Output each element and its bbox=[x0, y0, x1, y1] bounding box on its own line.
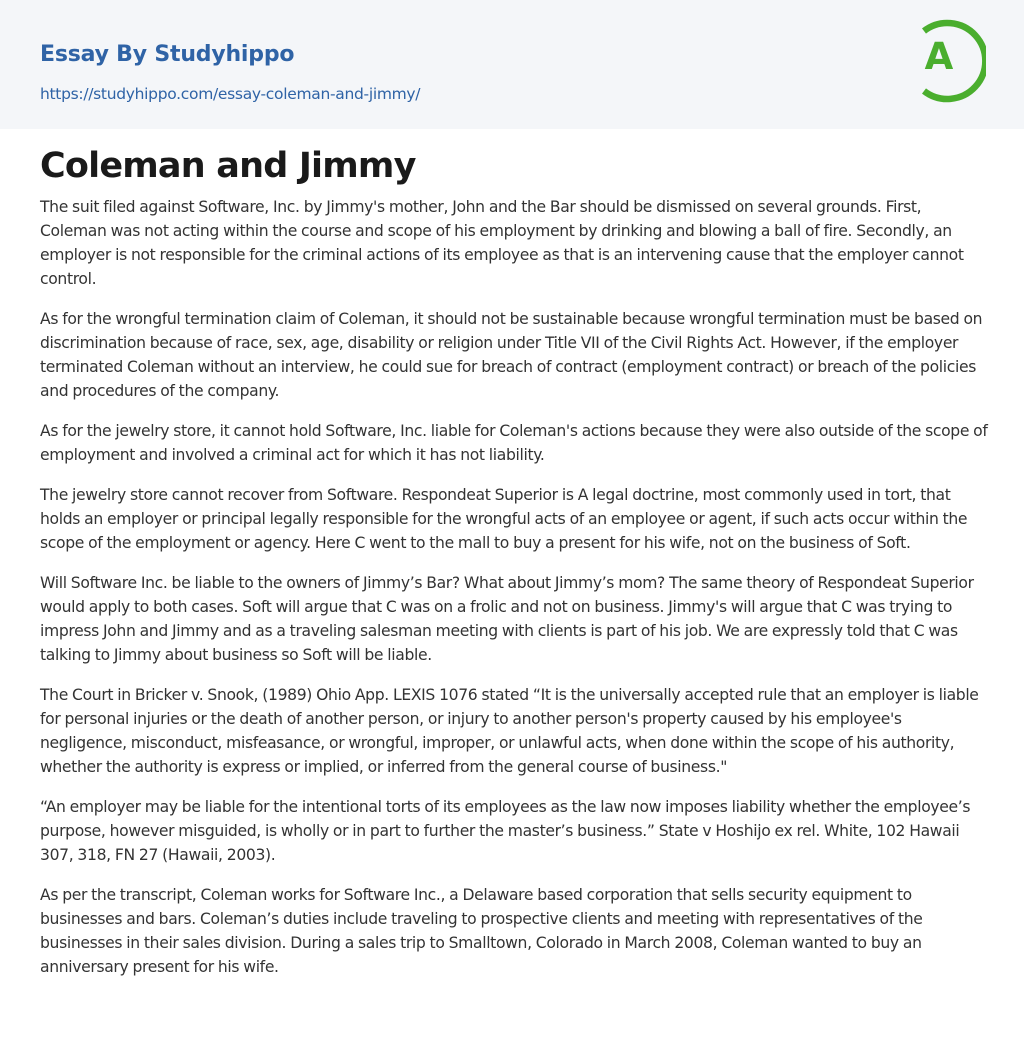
essay-paragraph-4: The jewelry store cannot recover from Software. Respondeat Superior is A legal doctrine, most commonly used in tort, that holds an employer or principal legally responsible for the wrongful acts of an employee or agent, if such acts occur within the scope of the employment or agency. Here C went to the mall to buy a present for his wife, not on the business of Soft. bbox=[40, 486, 968, 552]
essay-paragraph-8: As per the transcript, Coleman works for Software Inc., a Delaware based corporation that sells security equipment to businesses and bars. Coleman’s duties include traveling to prospective clients and meeting with representatives of the businesses in their sales division. During a sales trip to Smalltown, Colorado in March 2008, Coleman wanted to buy an anniversary present for his wife. bbox=[40, 886, 923, 976]
essay-body bbox=[40, 195, 990, 995]
essay-paragraph-6: The Court in Bricker v. Snook, (1989) Ohio App. LEXIS 1076 stated “It is the universally accepted rule that an employer is liable for personal injuries or the death of another person, or injury to another person's property caused by his employee's negligence, misconduct, misfeasance, or wrongful, improper, or unlawful acts, when done within the scope of his authority, whether the authority is express or implied, or inferred from the general course of business." bbox=[40, 686, 979, 776]
essay-url-link[interactable]: https://studyhippo.com/essay-coleman-and-jimmy/ bbox=[40, 85, 421, 103]
essay-paragraph-1: The suit filed against Software, Inc. by Jimmy's mother, John and the Bar should be dismissed on several grounds. First, Coleman was not acting within the course and scope of his employment by drinking and blowing a ball of fire. Secondly, an employer is not responsible for the criminal actions of its employee as that is an intervening cause that the employer cannot control. bbox=[40, 198, 964, 288]
essay-paragraph-2: As for the wrongful termination claim of Coleman, it should not be sustainable because wrongful termination must be based on discrimination because of race, sex, age, disability or religion under Title VII of the Civil Rights Act. However, if the employer terminated Coleman without an interview, he could sue for breach of contract (employment contract) or breach of the policies and procedures of the company. bbox=[40, 310, 983, 400]
studyhippo-logo-icon[interactable] bbox=[912, 19, 986, 105]
essay-paragraph-5: Will Software Inc. be liable to the owners of Jimmy’s Bar? What about Jimmy’s mom? The same theory of Respondeat Superior would apply to both cases. Soft will argue that C was on a frolic and not on business. Jimmy's will argue that C was trying to impress John and Jimmy and as a traveling salesman meeting with clients is part of his job. We are expressly told that C was talking to Jimmy about business so Soft will be liable. bbox=[40, 574, 974, 664]
page-header bbox=[0, 0, 1024, 129]
essay-paragraph-3: As for the jewelry store, it cannot hold Software, Inc. liable for Coleman's actions because they were also outside of the scope of employment and involved a criminal act for which it has not liability. bbox=[40, 422, 988, 464]
logo-letter: A bbox=[924, 35, 954, 78]
page-title: Coleman and Jimmy bbox=[40, 146, 416, 186]
site-title[interactable]: Essay By Studyhippo bbox=[40, 42, 295, 67]
essay-paragraph-7: “An employer may be liable for the intentional torts of its employees as the law now imposes liability whether the employee’s purpose, however misguided, is wholly or in part to further the master’s business.” State v Hoshijo ex rel. White, 102 Hawaii 307, 318, FN 27 (Hawaii, 2003). bbox=[40, 798, 971, 864]
